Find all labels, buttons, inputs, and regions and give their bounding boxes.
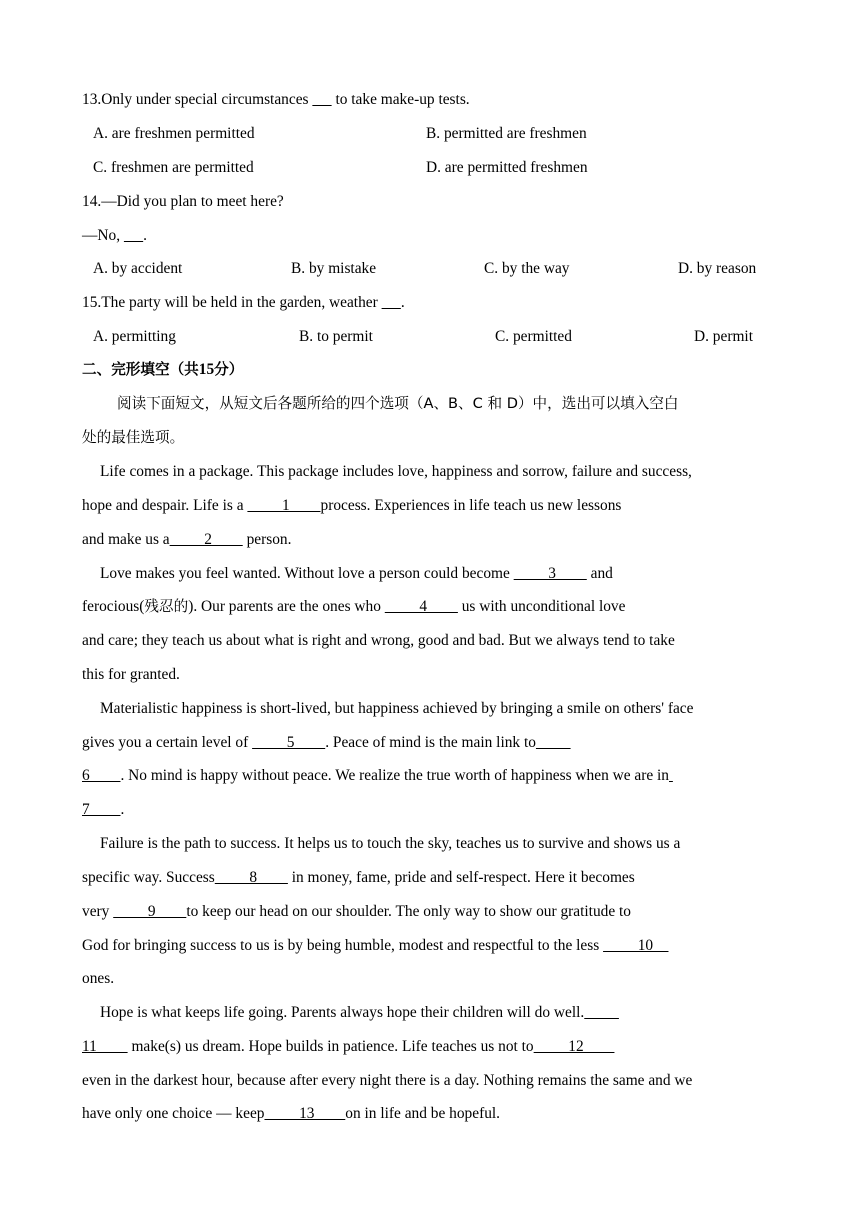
passage-line: ones. bbox=[82, 970, 115, 987]
q13-blank bbox=[312, 91, 331, 108]
cloze-blank-7-start bbox=[669, 767, 673, 784]
cloze-blank-11: 11 bbox=[82, 1038, 128, 1055]
cloze-blank-10: 10 bbox=[603, 937, 669, 954]
q14-option-a: A. by accident bbox=[93, 260, 183, 277]
q15-text-b: . bbox=[400, 294, 405, 311]
passage-text: person. bbox=[242, 531, 292, 548]
passage-text: . bbox=[120, 801, 125, 818]
q13-option-d: D. are permitted freshmen bbox=[426, 159, 588, 176]
section-2-heading bbox=[82, 360, 243, 380]
question-14-reply bbox=[82, 226, 147, 246]
passage-text: process. Experiences in life teach us new lessons bbox=[320, 497, 622, 514]
passage-line bbox=[82, 1104, 500, 1124]
q14-option-c: C. by the way bbox=[484, 260, 570, 277]
passage-line bbox=[82, 868, 635, 888]
passage-text: Hope is what keeps life going. Parents always hope their children will do well. bbox=[100, 1004, 585, 1021]
cloze-blank-5: 5 bbox=[252, 734, 326, 751]
passage-line bbox=[100, 1003, 619, 1023]
section-2-title-end: 分） bbox=[214, 361, 244, 378]
q13-text-a: 13.Only under special circumstances bbox=[82, 91, 313, 108]
passage-text: ). Our parents are the ones who bbox=[188, 598, 385, 615]
cloze-blank-6: 6 bbox=[82, 767, 121, 784]
passage-line bbox=[100, 564, 613, 584]
passage-text: and make us a bbox=[82, 531, 170, 548]
passage-text: make(s) us dream. Hope builds in patience. Life teaches us not to bbox=[127, 1038, 534, 1055]
q15-option-b: B. to permit bbox=[299, 328, 373, 345]
cloze-blank-2: 2 bbox=[169, 531, 243, 548]
q13-option-b: B. permitted are freshmen bbox=[426, 125, 587, 142]
passage-line bbox=[82, 766, 673, 786]
q15-option-d: D. permit bbox=[694, 328, 753, 345]
cloze-blank-4: 4 bbox=[384, 598, 458, 615]
q14-option-d: D. by reason bbox=[678, 260, 757, 277]
cloze-blank-6-start bbox=[536, 734, 571, 751]
section-2-title: 二、完形填空（共 bbox=[82, 361, 199, 378]
q15-text-a: 15.The party will be held in the garden, weather bbox=[82, 294, 382, 311]
section-2-instruction-line-1: 阅读下面短文，从短文后各题所给的四个选项（A、B、C 和 D）中，选出可以填入空白 bbox=[117, 395, 679, 412]
q13-text-b: to take make-up tests. bbox=[331, 91, 470, 108]
passage-text: on in life and be hopeful. bbox=[345, 1105, 501, 1122]
passage-line: this for granted. bbox=[82, 666, 180, 683]
passage-line bbox=[82, 597, 625, 617]
passage-line bbox=[82, 936, 668, 956]
passage-text: God for bringing success to us is by being humble, modest and respectful to the less bbox=[82, 937, 604, 954]
q15-option-a: A. permitting bbox=[93, 328, 176, 345]
passage-gloss-chinese: 残忍的 bbox=[144, 598, 189, 615]
section-2-instruction-line-2: 处的最佳选项。 bbox=[82, 429, 185, 446]
cloze-blank-13: 13 bbox=[264, 1105, 346, 1122]
passage-text: . Peace of mind is the main link to bbox=[325, 734, 536, 751]
passage-text: hope and despair. Life is a bbox=[82, 497, 248, 514]
passage-text: in money, fame, pride and self-respect. Here it becomes bbox=[287, 869, 635, 886]
cloze-blank-11-start bbox=[584, 1004, 619, 1021]
passage-text: have only one choice — keep bbox=[82, 1105, 265, 1122]
q14-blank bbox=[124, 227, 143, 244]
passage-text: Love makes you feel wanted. Without love a person could become bbox=[100, 565, 514, 582]
cloze-blank-1: 1 bbox=[247, 497, 321, 514]
q15-blank bbox=[382, 294, 401, 311]
passage-line: Life comes in a package. This package includes love, happiness and sorrow, failure and success, bbox=[100, 463, 692, 480]
passage-line: and care; they teach us about what is right and wrong, good and bad. But we always tend to take bbox=[82, 632, 675, 649]
passage-text: very bbox=[82, 903, 114, 920]
cloze-blank-9: 9 bbox=[113, 903, 187, 920]
q14-reply-text-a: —No, bbox=[82, 227, 124, 244]
passage-line: even in the darkest hour, because after every night there is a day. Nothing remains the same and we bbox=[82, 1072, 693, 1089]
q14-option-b: B. by mistake bbox=[291, 260, 377, 277]
cloze-blank-12: 12 bbox=[533, 1038, 615, 1055]
section-2-score: 15 bbox=[198, 361, 215, 378]
q13-option-a: A. are freshmen permitted bbox=[93, 125, 255, 142]
passage-line bbox=[82, 902, 631, 922]
passage-text: ferocious( bbox=[82, 598, 145, 615]
question-14-stem: 14.—Did you plan to meet here? bbox=[82, 193, 284, 210]
q15-option-c: C. permitted bbox=[495, 328, 572, 345]
passage-line bbox=[82, 530, 291, 550]
q13-option-c: C. freshmen are permitted bbox=[93, 159, 254, 176]
cloze-blank-7: 7 bbox=[82, 801, 121, 818]
question-15-stem bbox=[82, 293, 405, 313]
passage-text: and bbox=[586, 565, 613, 582]
passage-text: to keep our head on our shoulder. The only way to show our gratitude to bbox=[186, 903, 631, 920]
passage-line bbox=[82, 496, 621, 516]
passage-line bbox=[82, 800, 124, 820]
cloze-blank-3: 3 bbox=[513, 565, 587, 582]
passage-line: Materialistic happiness is short-lived, but happiness achieved by bringing a smile on others' face bbox=[100, 700, 694, 717]
question-13-stem bbox=[82, 90, 470, 110]
passage-text: specific way. Success bbox=[82, 869, 215, 886]
q14-reply-text-b: . bbox=[143, 227, 148, 244]
passage-text: us with unconditional love bbox=[457, 598, 626, 615]
passage-line bbox=[82, 1037, 614, 1057]
passage-text: gives you a certain level of bbox=[82, 734, 253, 751]
passage-line: Failure is the path to success. It helps us to touch the sky, teaches us to survive and shows us a bbox=[100, 835, 681, 852]
passage-text: . No mind is happy without peace. We realize the true worth of happiness when we are in bbox=[120, 767, 670, 784]
cloze-blank-8: 8 bbox=[214, 869, 288, 886]
passage-line bbox=[82, 733, 571, 753]
